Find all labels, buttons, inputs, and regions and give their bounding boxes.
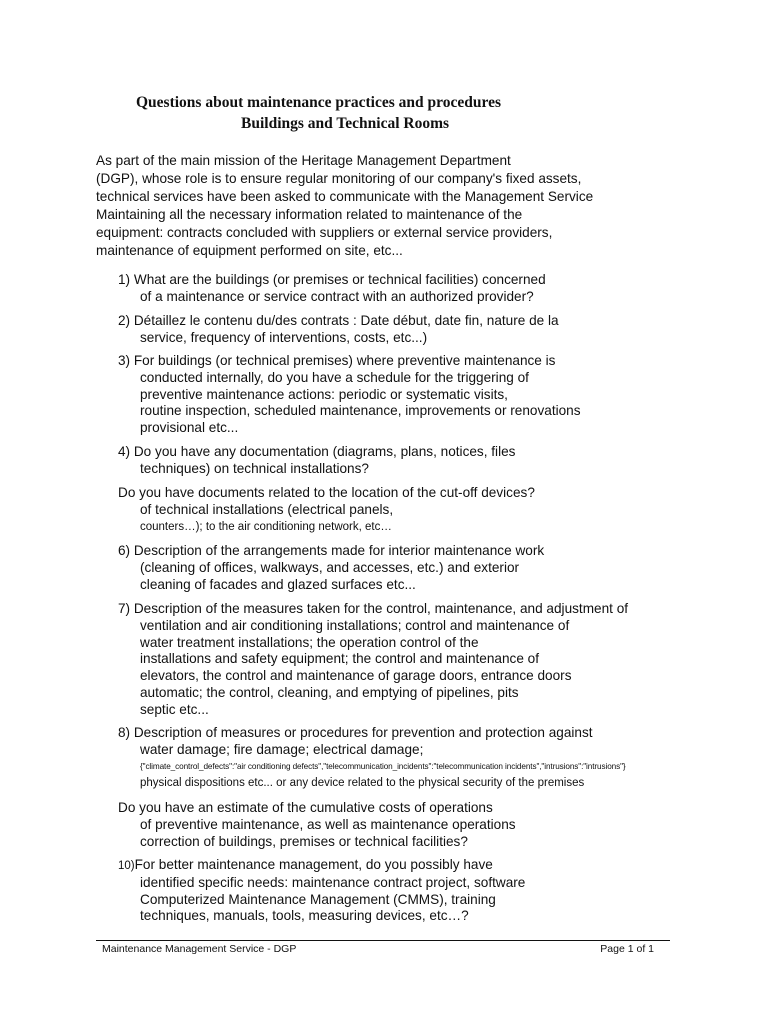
intro-line: equipment: contracts concluded with suppliers or external service providers,	[96, 225, 553, 240]
question-line: of a maintenance or service contract with an authorized provider?	[140, 288, 534, 304]
question-line: physical dispositions etc... or any device related to the physical security of the premises	[140, 777, 585, 790]
intro-line: technical services have been asked to communicate with the Management Service	[96, 189, 594, 204]
question-line: installations and safety equipment; the control and maintenance of	[140, 651, 540, 667]
question-line: techniques) on technical installations?	[140, 460, 369, 476]
intro-line: (DGP), whose role is to ensure regular monitoring of our company's fixed assets,	[96, 171, 582, 186]
question-line: Do you have documents related to the location of the cut-off devices?	[118, 485, 535, 500]
question-1	[118, 272, 630, 306]
question-4	[118, 444, 598, 478]
question-line: ventilation and air conditioning installations; control and maintenance of	[140, 617, 570, 633]
question-line: 2) Détaillez le contenu du/des contrats : Date début, date fin, nature de la	[118, 313, 559, 328]
question-line: Computerized Maintenance Management (CMMS), training	[140, 891, 496, 907]
question-line: of technical installations (electrical panels,	[140, 501, 394, 517]
question-8	[118, 725, 748, 792]
footer-service-name: Maintenance Management Service - DGP	[102, 943, 297, 955]
question-7	[118, 601, 728, 719]
question-line: techniques, manuals, tools, measuring devices, etc…?	[140, 908, 469, 924]
page-footer	[96, 940, 670, 955]
question-line: counters…); to the air conditioning network, etc…	[140, 520, 392, 533]
question-line: 3) For buildings (or technical premises) where preventive maintenance is	[118, 353, 556, 368]
question-line: conducted internally, do you have a schedule for the triggering of	[140, 369, 529, 385]
question-3	[118, 353, 658, 437]
question-line: elevators, the control and maintenance of garage doors, entrance doors	[140, 668, 572, 684]
question-line: automatic; the control, cleaning, and emptying of pipelines, pits	[140, 684, 519, 700]
question-line: 6) Description of the arrangements made for interior maintenance work	[118, 543, 545, 558]
question-line: 4) Do you have any documentation (diagrams, plans, notices, files	[118, 444, 516, 459]
question-6	[118, 543, 638, 593]
question-5	[118, 485, 628, 535]
intro-paragraph	[96, 152, 696, 260]
intro-line: Maintaining all the necessary information related to maintenance of the	[96, 207, 523, 222]
question-9	[118, 800, 658, 850]
question-line	[118, 857, 658, 875]
question-line: 8) Description of measures or procedures for prevention and protection against	[118, 725, 593, 740]
question-line: correction of buildings, premises or technical facilities?	[140, 833, 468, 849]
question-line: routine inspection, scheduled maintenance, improvements or renovations	[140, 403, 581, 419]
question-line: water damage; fire damage; electrical damage;	[140, 741, 424, 757]
question-line: 1) What are the buildings (or premises or technical facilities) concerned	[118, 272, 546, 287]
question-2	[118, 313, 658, 347]
question-number: 10)	[118, 860, 135, 872]
document-subtitle: Buildings and Technical Rooms	[241, 115, 450, 132]
question-line: identified specific needs: maintenance contract project, software	[140, 874, 526, 890]
question-line: service, frequency of interventions, costs, etc...)	[140, 329, 428, 345]
question-line: 7) Description of the measures taken for the control, maintenance, and adjustment of	[118, 601, 629, 616]
question-line: preventive maintenance actions: periodic or systematic visits,	[140, 386, 508, 402]
question-line: water treatment installations; the operation control of the	[140, 634, 479, 650]
question-line: cleaning of facades and glazed surfaces etc...	[140, 576, 416, 592]
question-line: provisional etc...	[140, 420, 239, 436]
footer-page-number: Page 1 of 1	[600, 943, 654, 955]
question-line: of preventive maintenance, as well as maintenance operations	[140, 816, 516, 832]
question-10	[118, 857, 658, 925]
question-text: For better maintenance management, do you possibly have	[134, 857, 493, 872]
question-line: septic etc...	[140, 701, 209, 717]
question-line: (cleaning of offices, walkways, and accesses, etc.) and exterior	[140, 559, 520, 575]
document-title: Questions about maintenance practices and procedures	[136, 94, 501, 111]
intro-line: As part of the main mission of the Heritage Management Department	[96, 153, 511, 168]
question-line: {"climate_control_defects":"air conditioning defects","telecommunication_incidents":"telecommunication incidents","intrusions":"intrusions"}	[140, 761, 626, 771]
intro-line: maintenance of equipment performed on site, etc...	[96, 243, 403, 258]
question-line: Do you have an estimate of the cumulative costs of operations	[118, 800, 493, 815]
